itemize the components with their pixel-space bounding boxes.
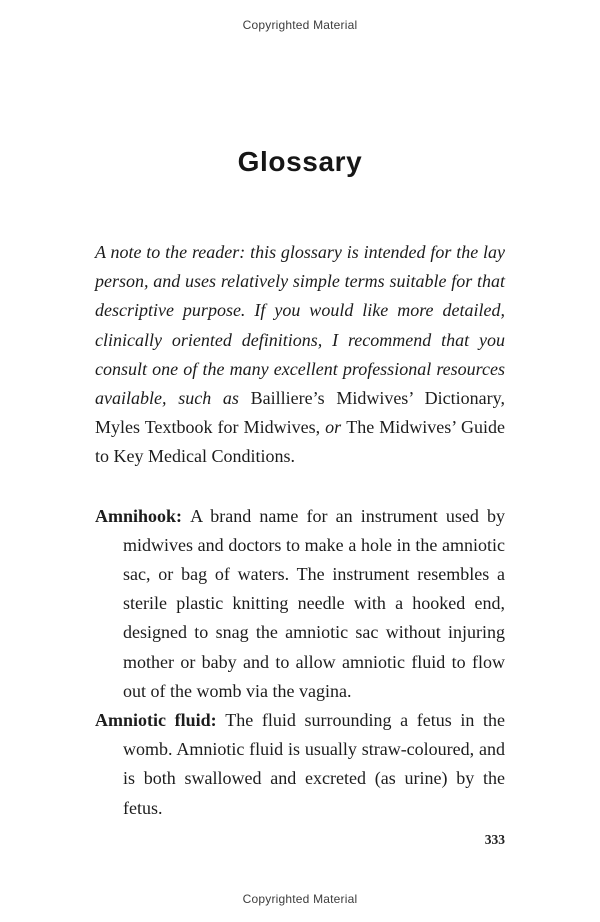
entry-separator: : xyxy=(210,710,226,731)
glossary-entry-amnihook xyxy=(95,502,505,706)
note-italic-intro: A note to the reader: this glossary is intended for the lay person, and uses relatively simple terms suitable for that descriptive purpose. If you would like more detailed, clinically oriented definitions, I recommend that you consult one of the many excellent professional resources available, such as xyxy=(95,242,505,409)
reader-note xyxy=(95,238,505,472)
entry-definition: The fluid surrounding a fetus in the womb. Amniotic fluid is usually straw-coloured, and is both swallowed and excreted (as urine) by the fetus. xyxy=(123,710,505,818)
copyright-notice-top: Copyrighted Material xyxy=(242,18,358,32)
glossary-entries xyxy=(95,502,505,823)
copyright-notice-bottom: Copyrighted Material xyxy=(242,892,358,906)
entry-definition: A brand name for an instrument used by midwives and doctors to make a hole in the amniotic sac, or bag of waters. The instrument resembles a sterile plastic knitting needle with a hooked end, designed to snag the amniotic sac without injuring mother or baby and to allow amniotic fluid to flow out of the womb via the vagina. xyxy=(123,505,505,701)
page-number: 333 xyxy=(484,832,505,847)
entry-term: Amnihook xyxy=(95,505,177,526)
entry-separator: : xyxy=(176,505,191,526)
note-italic-or: or xyxy=(320,417,347,438)
entry-term: Amniotic fluid xyxy=(95,710,211,731)
glossary-entry-amniotic-fluid xyxy=(95,706,505,823)
note-book-titles-2: The Midwives’ Guide to Key Medical Conditions. xyxy=(95,417,505,467)
note-book-titles-1: Bailliere’s Midwives’ Dictionary, Myles Textbook for Midwives, xyxy=(95,388,505,438)
page-title: Glossary xyxy=(237,146,363,177)
